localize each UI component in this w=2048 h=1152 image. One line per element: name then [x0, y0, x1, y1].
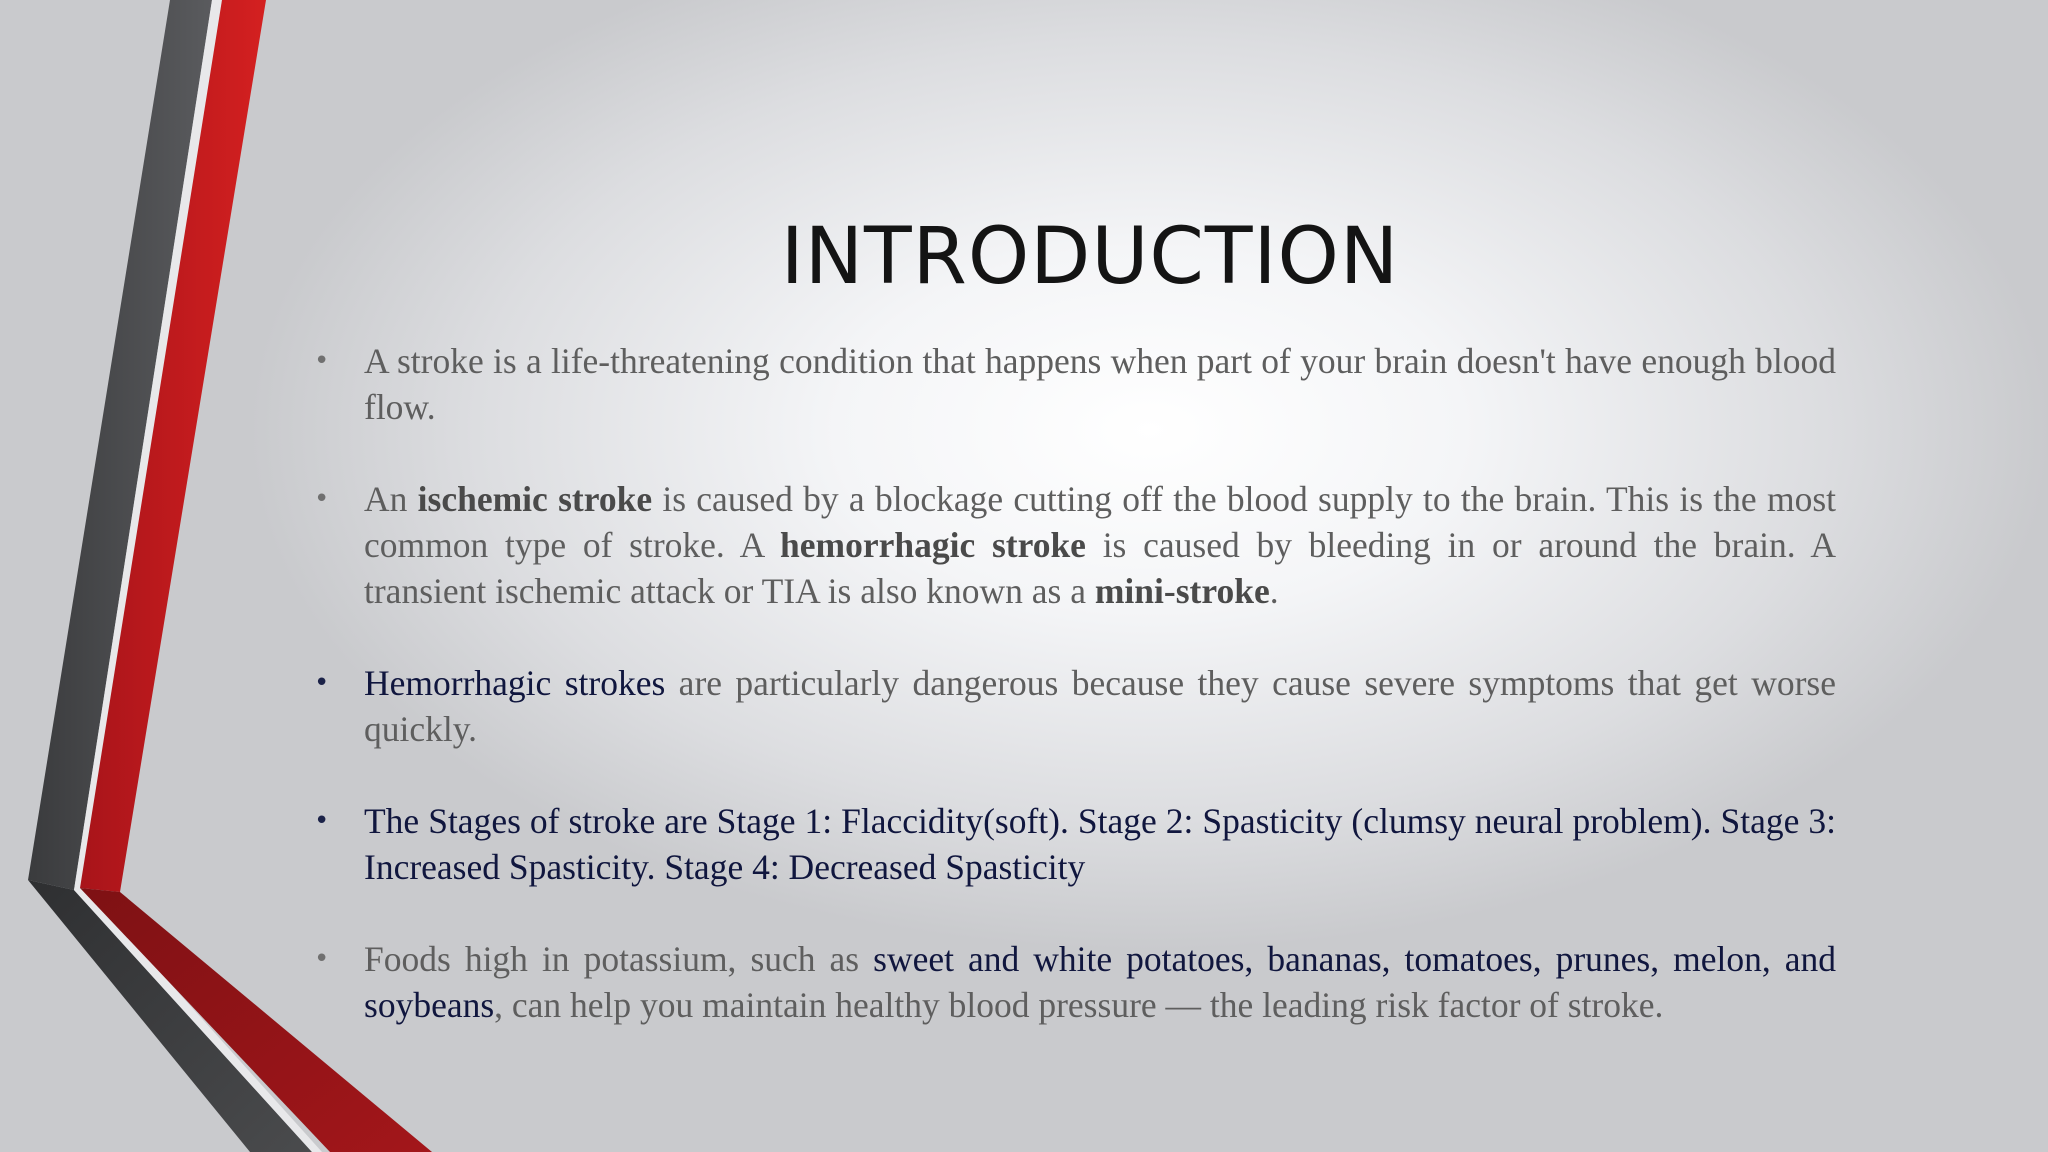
bullet-stroke-definition	[310, 338, 1836, 430]
bullet-text: are particularly dangerous because they cause severe symptoms that get worse quickly.	[364, 663, 1836, 749]
white-gap	[74, 0, 222, 890]
white-gap-lower	[74, 890, 322, 1152]
slide-title: INTRODUCTION	[780, 212, 1400, 302]
highlight-hemorrhagic-strokes: Hemorrhagic strokes	[364, 663, 666, 703]
bullet-text: is caused by bleeding in or around the brain. A transient ischemic attack or TIA is also known as a	[364, 525, 1837, 611]
term-hemorrhagic-stroke: hemorrhagic stroke	[780, 525, 1086, 565]
bullet-text: An	[364, 479, 418, 519]
term-ischemic-stroke: ischemic stroke	[417, 479, 653, 519]
bullet-hemorrhagic	[310, 660, 1836, 752]
term-mini-stroke: mini-stroke	[1094, 571, 1270, 611]
bullet-text: The Stages of stroke are Stage 1: Flaccidity(soft). Stage 2: Spasticity (clumsy neural problem). Stage 3: Increased Spasticity. Stage 4: Decreased Spasticity	[364, 801, 1836, 887]
bullet-text: Foods high in potassium, such as	[364, 939, 874, 979]
bullet-text: .	[1269, 571, 1279, 611]
bullet-text: A stroke is a life-threatening condition that happens when part of your brain doesn't have enough blood flow.	[364, 341, 1836, 427]
bullet-text: , can help you maintain healthy blood pressure — the leading risk factor of stroke.	[494, 985, 1664, 1025]
bullet-text: is caused by a blockage cutting off the blood supply to the brain. This is the most common type of stroke. A	[364, 479, 1836, 565]
bullet-foods	[310, 936, 1836, 1028]
bullet-stroke-types	[310, 476, 1836, 614]
highlight-foods: sweet and white potatoes, bananas, tomatoes, prunes, melon, and soybeans	[364, 939, 1837, 1025]
gray-stripe-lower	[28, 880, 312, 1152]
bullet-stages	[310, 798, 1836, 890]
bullet-list	[310, 338, 1836, 1074]
